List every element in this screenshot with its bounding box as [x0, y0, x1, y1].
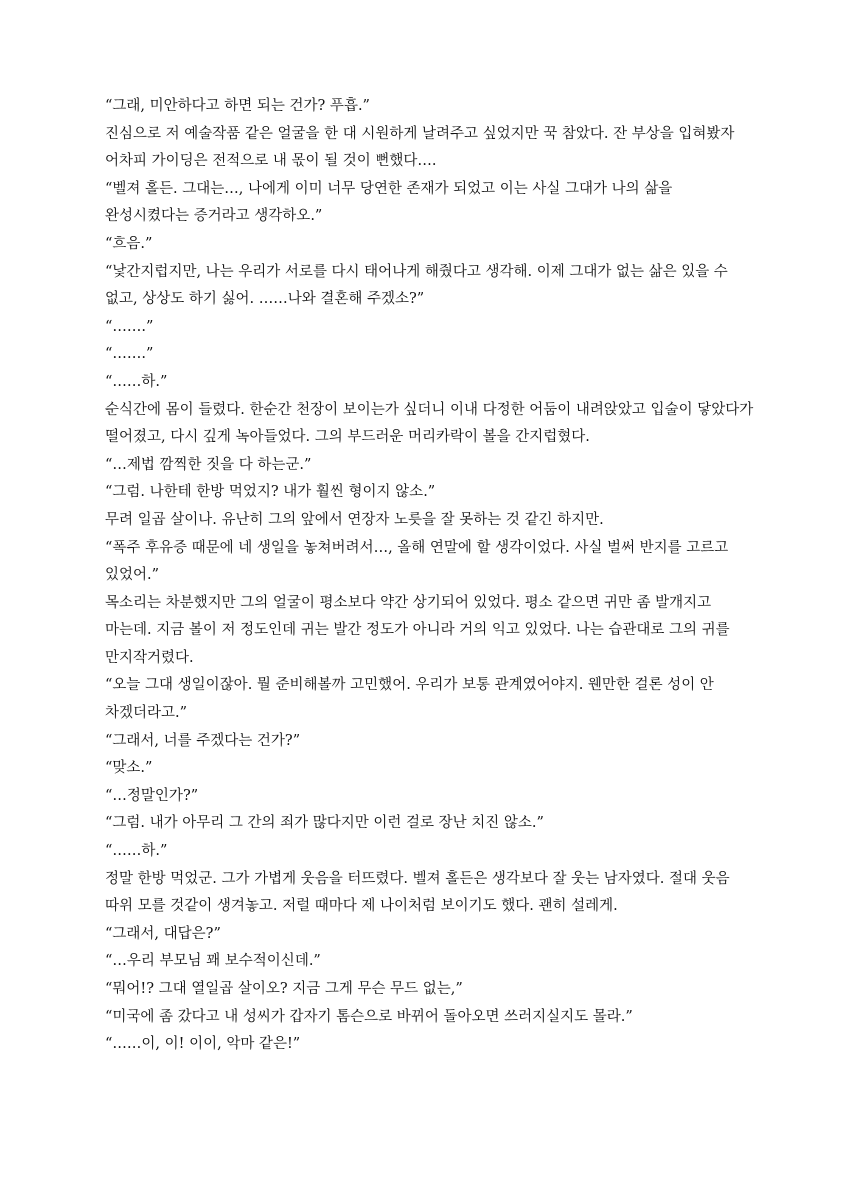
paragraph: “…….” [105, 346, 154, 363]
paragraph: “그럼. 내가 아무리 그 간의 죄가 많다지만 이런 걸로 장난 치진 않소.” [105, 815, 544, 832]
paragraph: “…우리 부모님 꽤 보수적이신데.” [105, 953, 321, 970]
paragraph: “오늘 그대 생일이잖아. 뭘 준비해볼까 고민했어. 우리가 보통 관계였어야지. 웬만한 걸론 성이 안 차겠더라고.” [105, 677, 714, 722]
paragraph: 정말 한방 먹었군. 그가 가볍게 웃음을 터뜨렸다. 벨져 홀든은 생각보다 잘 웃는 남자였다. 절대 웃음 따위 모를 것같이 생겨놓고. 저럴 때마다 제 나이처럼 보이기도 했다. 괜히 설레게. [105, 870, 730, 915]
paragraph: 진심으로 저 예술작품 같은 얼굴을 한 대 시원하게 날려주고 싶었지만 꾹 참았다. 잔 부상을 입혀봤자 어차피 가이딩은 전적으로 내 몫이 될 것이 뻔했다…. [105, 125, 735, 170]
paragraph: 무려 일곱 살이나. 유난히 그의 앞에서 연장자 노릇을 잘 못하는 것 같긴 하지만. [105, 511, 604, 528]
paragraph: “그래, 미안하다고 하면 되는 건가? 푸흡.” [105, 98, 370, 114]
paragraph: “그래서, 너를 주겠다는 건가?” [105, 732, 301, 749]
paragraph: “……하.” [105, 843, 168, 860]
paragraph: 목소리는 차분했지만 그의 얼굴이 평소보다 약간 상기되어 있었다. 평소 같으면 귀만 좀 발개지고 마는데. 지금 볼이 저 정도인데 귀는 발간 정도가 아니라 거의 익고 있었다. 나는 습관대로 그의 귀를 만지작거렸다. [105, 594, 730, 666]
paragraph: “그래서, 대답은?” [105, 925, 221, 942]
paragraph: “…제법 깜찍한 짓을 다 하는군.” [105, 456, 312, 473]
paragraph: “흐음.” [105, 235, 153, 252]
paragraph: “…정말인가?” [105, 787, 199, 804]
story-text [105, 93, 755, 1059]
paragraph: “낯간지럽지만, 나는 우리가 서로를 다시 태어나게 해줬다고 생각해. 이제 그대가 없는 삶은 있을 수 없고, 상상도 하기 싫어. ……나와 결혼해 주겠소?” [105, 263, 728, 308]
paragraph: 순식간에 몸이 들렸다. 한순간 천장이 보이는가 싶더니 이내 다정한 어둠이 내려앉았고 입술이 닿았다가 떨어졌고, 다시 깊게 녹아들었다. 그의 부드러운 머리카락이 볼을 간지럽혔다. [105, 401, 754, 446]
paragraph: “폭주 후유증 때문에 네 생일을 놓쳐버려서…, 올해 연말에 할 생각이었다. 사실 벌써 반지를 고르고 있었어.” [105, 539, 729, 584]
paragraph: “…….” [105, 318, 154, 335]
paragraph: “……이, 이! 이이, 악마 같은!” [105, 1036, 301, 1053]
paragraph: “그럼. 나한테 한방 먹었지? 내가 훨씬 형이지 않소.” [105, 484, 436, 501]
paragraph: “벨져 홀든. 그대는…, 나에게 이미 너무 당연한 존재가 되었고 이는 사실 그대가 나의 삶을 완성시켰다는 증거라고 생각하오.” [105, 180, 673, 225]
paragraph: “뭐어!? 그대 열일곱 살이오? 지금 그게 무슨 무드 없는,” [105, 981, 463, 997]
paragraph: “맞소.” [105, 760, 153, 777]
paragraph: “……하.” [105, 373, 168, 390]
paragraph: “미국에 좀 갔다고 내 성씨가 갑자기 톰슨으로 바뀌어 돌아오면 쓰러지실지도 몰라.” [105, 1008, 633, 1025]
